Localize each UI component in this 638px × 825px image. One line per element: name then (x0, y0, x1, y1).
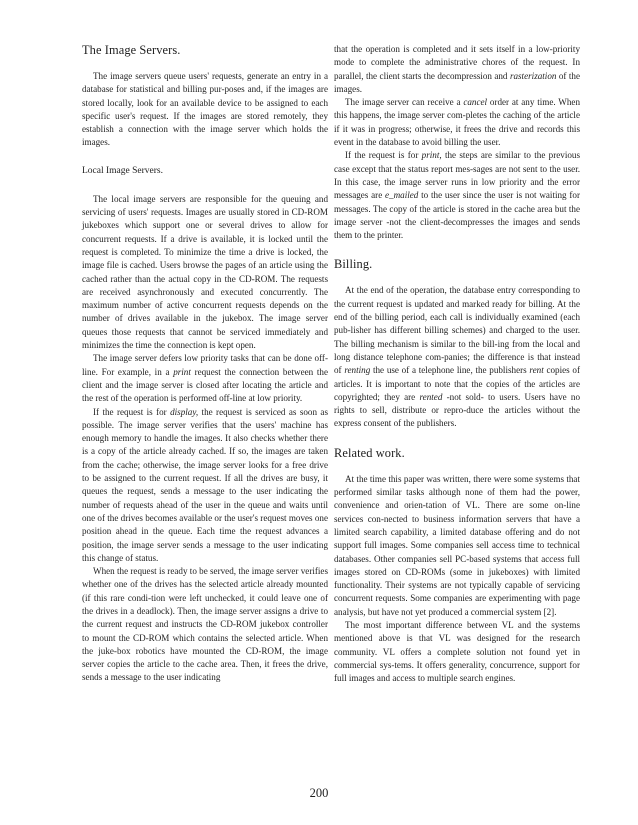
paragraph: The most important difference between VL and the systems mentioned above is that VL was designed for the research community. VL offers a complete solution not found yet in commercial sys-tems. It offers generality, concurrence, support for full images and access to multiple search engines. (334, 619, 580, 684)
section-spacer (334, 431, 580, 446)
page-number: 200 (309, 786, 329, 800)
paragraph: The image server defers low priority tasks that can be done off-line. For example, in a print request the connection between the client and the image server is closed after locating the article and the rest of the operation is performed off-line at low priority. (82, 353, 328, 404)
paragraph: When the request is ready to be served, the image server verifies whether one of the drives has the selected article already mounted (if this rare condi-tion were left unchecked, it could leave one of the drives in a deadlock). Then, the image server assigns a drive to the current request and instructs the CD-ROM jukebox controller to mount the CD-ROM which contains the selected article. When the juke-box robotics have mounted the CD-ROM, the image server copies the article to the cache area. Then, it frees the drive, sends a message to the user indicating (82, 566, 328, 683)
paragraph: If the request is for print, the steps are similar to the previous case except that the status report mes-sages are not sent to the user. In this case, the image server runs in low priority and the error messages are e_mailed to the user since the user is not waiting for messages. The copy of the article is stored in the cache area but the image server -not the client-decompresses the images and sends them to the printer. (334, 150, 580, 241)
paragraph: The image servers queue users' requests, generate an entry in a database for statistical and billing pur-poses and, if the images are stored locally, look for an available device to be assigned to each specific user's request. If the images are stored remotely, they establish a connection with the image server which holds the images. (82, 71, 328, 148)
left-column (82, 43, 328, 685)
subsection-heading-local-image-servers: Local Image Servers. (82, 165, 163, 176)
paragraph: At the time this paper was written, there were some systems that performed similar tasks although none of them had the power, convenience and orien-tation of VL. There are some on-line services con-nected to business information servers that have a limited search capability, a limited database offering and do not support full images. Some companies sell access time to technical databases. Other companies sell PC-based systems that access full images stored on CD-ROMs (some in jukeboxes) with limited functionality. Their systems are not typically capable of servicing concurrent requests. Some companies are experimenting with page analysis, but have not yet produced a commercial system [2]. (334, 473, 580, 617)
section-heading-billing: Billing. (334, 257, 373, 272)
paragraph: At the end of the operation, the database entry corresponding to the current request is updated and marked ready for billing. At the end of the billing period, each call is individually examined (each pub-lisher has different billing schemes) and charged to the user. The billing mechanism is similar to the bill-ing from the local and long distance telephone com-panies; the difference is that instead of renting the use of a telephone line, the publishers rent copies of articles. It is important to note that the copies of the articles are copyrighted; they are rented -not sold- to users. Users have no rights to sell, distribute or repro-duce the articles without the express consent of the publishers. (334, 285, 580, 429)
right-column (334, 43, 580, 685)
paragraph: that the operation is completed and it sets itself in a low-priority mode to complete the administrative chores of the request. In parallel, the client starts the decompression and rasterization of the images. (334, 44, 581, 94)
section-heading-related-work: Related work. (334, 445, 405, 460)
paragraph: The local image servers are responsible for the queuing and servicing of users' requests. Images are usually stored in CD-ROM jukeboxes which support one or several drives to allow for concurrent requests. If a drive is available, it is locked until the request is completed. To minimize the time a drive is locked, the image file is cached. Users browse the pages of an article using the cached rather than the actual copy in the CD-ROM. The requests are received asynchronously and executed concurrently. The maximum number of active concurrent requests depends on the number of drives available in the jukebox. The image server queues those requests that cannot be serviced immediately and minimizes the time the connection is kept open. (82, 193, 328, 351)
section-heading-image-servers: The Image Servers. (82, 43, 181, 57)
paragraph: The image server can receive a cancel order at any time. When this happens, the image server com-pletes the caching of the article if it was in progress; otherwise, it frees the drive and records this event in the database to avoid billing the user. (334, 97, 580, 148)
paragraph: If the request is for display, the request is serviced as soon as possible. The image server verifies that the users' machine has enough memory to handle the images. It also checks whether there is a copy of the article already cached. If so, the images are taken from the cache; otherwise, the image server looks for a free drive to be assigned to the current request. If all the drives are busy, it queues the request, sends a message to the user indicating the number of requests ahead of the user in the queue and waits until one of the drives becomes available or the user's request moves one position ahead in the queue. Each time the request advances a position, the image server sends a message to the user indicating this change of status. (82, 406, 328, 563)
section-spacer (334, 242, 580, 257)
